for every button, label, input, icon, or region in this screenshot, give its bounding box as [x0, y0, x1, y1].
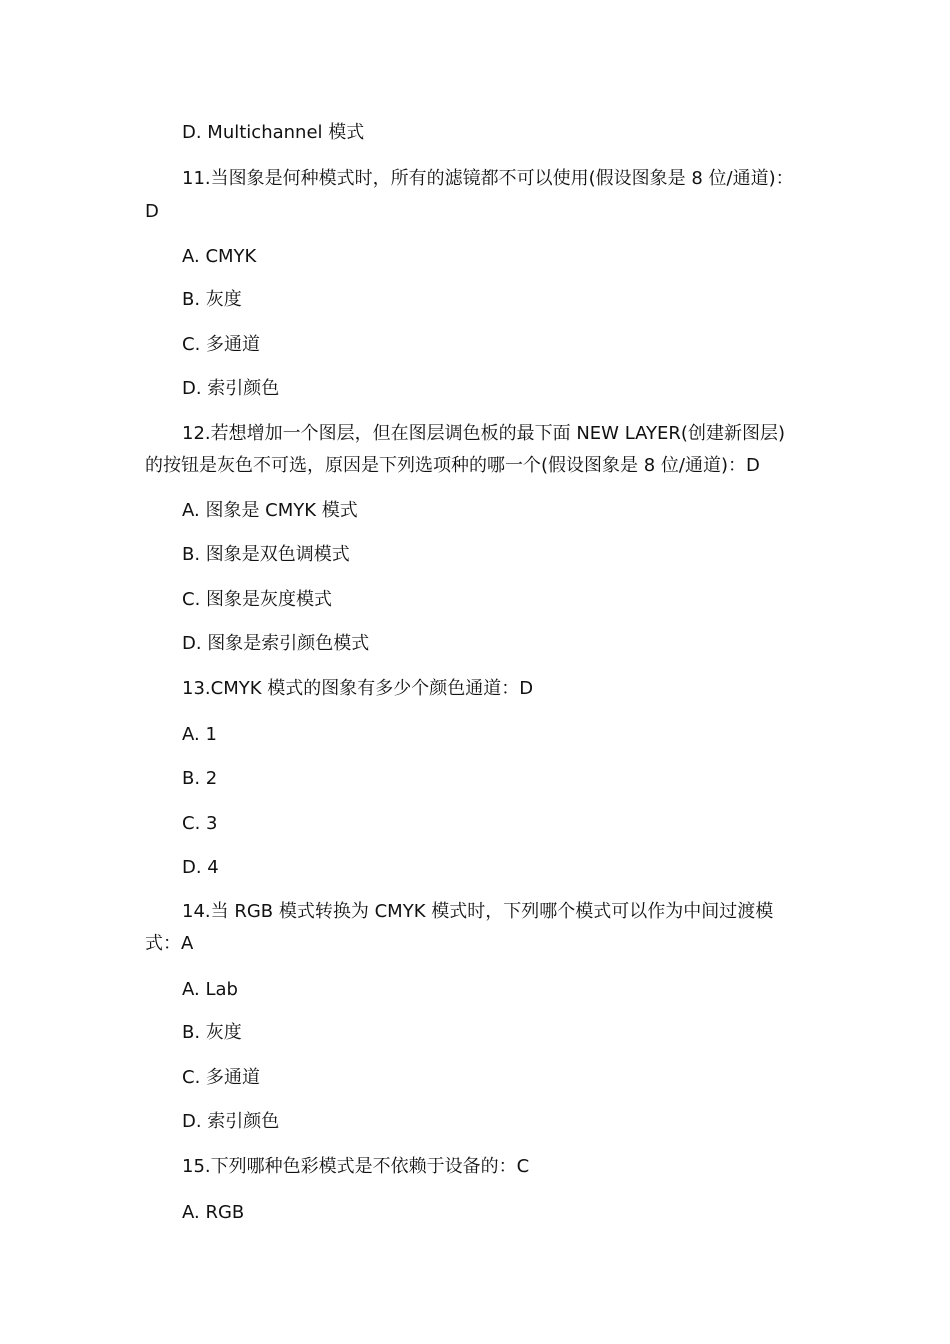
question-12-text: 12.若想增加一个图层，但在图层调色板的最下面 NEW LAYER(创建新图层) — [182, 423, 785, 444]
question-12-text-continued: 的按钮是灰色不可选，原因是下列选项种的哪一个(假设图象是 8 位/通道)：D — [145, 455, 760, 476]
option-line: D. Multichannel 模式 — [182, 122, 365, 143]
question-11-text: 11.当图象是何种模式时，所有的滤镜都不可以使用(假设图象是 8 位/通道)： — [182, 168, 794, 189]
option-line: C. 3 — [182, 813, 218, 834]
option-line: C. 多通道 — [182, 334, 261, 355]
question-13-text: 13.CMYK 模式的图象有多少个颜色通道：D — [182, 678, 534, 699]
option-line: B. 灰度 — [182, 1022, 242, 1043]
option-line: D. 索引颜色 — [182, 378, 280, 399]
option-line: D. 索引颜色 — [182, 1111, 280, 1132]
option-line: A. 图象是 CMYK 模式 — [182, 500, 358, 521]
option-line: C. 图象是灰度模式 — [182, 589, 333, 610]
option-line: A. CMYK — [182, 246, 257, 267]
option-line: B. 灰度 — [182, 289, 242, 310]
question-15-text: 15.下列哪种色彩模式是不依赖于设备的：C — [182, 1156, 530, 1177]
question-14-text-continued: 式：A — [145, 933, 194, 954]
option-line: A. RGB — [182, 1202, 245, 1223]
option-line: B. 图象是双色调模式 — [182, 544, 350, 565]
option-line: B. 2 — [182, 768, 218, 789]
option-line: A. Lab — [182, 979, 238, 1000]
option-line: A. 1 — [182, 724, 217, 745]
option-line: D. 图象是索引颜色模式 — [182, 633, 370, 654]
option-line: D. 4 — [182, 857, 219, 878]
question-14-text: 14.当 RGB 模式转换为 CMYK 模式时，下列哪个模式可以作为中间过渡模 — [182, 901, 774, 922]
question-11-answer: D — [145, 201, 159, 222]
option-line: C. 多通道 — [182, 1067, 261, 1088]
